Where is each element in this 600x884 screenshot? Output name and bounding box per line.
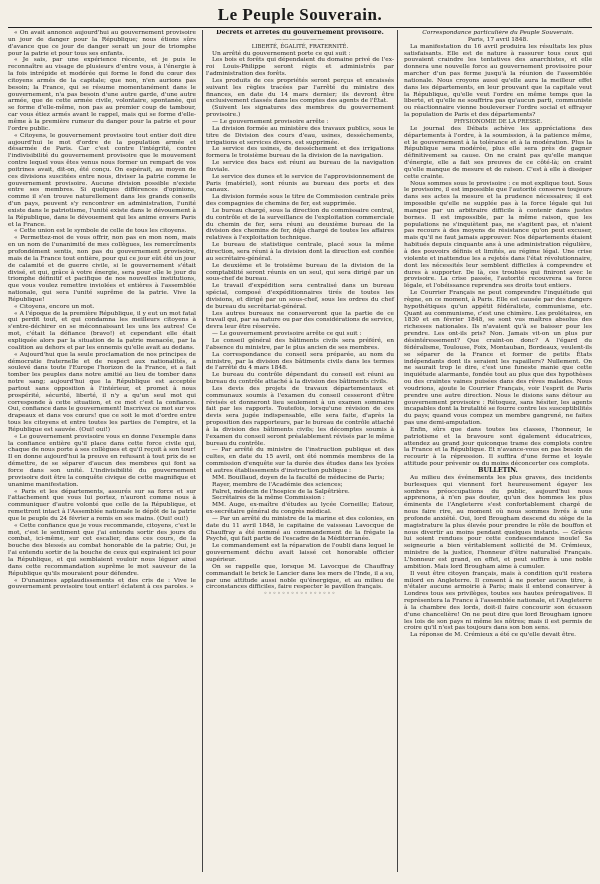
column-right [404, 30, 592, 872]
paragraph: Le service des bacs est réuni au bureau de la navigation fluviale. [206, 160, 394, 173]
paragraph: Le Courrier Français ne peut comprendre l'inquiétude qui règne, en ce moment, à Paris. Elle est causée par des dangers hypothétiques qu'un appétit fédéraliste, communisme, etc. Quant au communisme, c'est une chimère. Les prolétaires, en 1830 et en février 1848, se sont vus maîtres absolus des richesses nationales. Ils n'avaient qu'à se baisser pour les prendre. Les ont-ils pris? Non. Jamais vit-on un plus pur désintéressement? Que craint-on donc? A l'égard du fédéralisme, Toulouse, Foix, Montauban, Bordeaux, veulent-ils se séparer de la France et former de petits États indépendants dont ils seraient les rapaillers? Nullement. On ne saurait trop le dire, c'est une funeste manie que cette inquiétude alarmante, fondée tout au plus que des hypothèses ou des craintes vaines puisées dans des rêves malades. Nous voudrions, ajoute le Courrier Français, voir l'esprit de Paris prendre une autre direction. Nous le disions sans détour au gouvernement provisoire : Rétoquez, sans hésiter, les agents incapables dont la brutalité se fourre contre les susceptibilités du pays; quand vous compez un membre gangrené, ne faites pas une demi-amputation. [404, 290, 592, 427]
paragraph: La division formée au ministère des travaux publics, sous le titre de Division des cours d'eau, usines, desséchements, irrigations et services divers, est supprimée. [206, 125, 394, 146]
paragraph: Un arrêté du gouvernement porte ce qui suit : [212, 50, 351, 57]
correspondence-label: Correspondance particulière du Peuple Souverain. [422, 30, 574, 36]
paragraph: Les produits de ces propriétés seront perçus et encaissés suivant les règles tracées par l'arrêté du ministre des finances, en date du 14 mars dernier; ils devront être exclusivement classés dans les comptes des agents de l'État. [206, 77, 394, 105]
paragraph: Enfin, sûrs que dans toutes les classes, l'honneur, le patriotisme et la bravoure sont également éducatrices, attendez au grand jour quiconque trame des complots contre la France et la République. Et n'avance-vous en pas besoin de recourir à la répression. Il suffira d'une ferme et loyale attitude pour prévenir ou du moins déconcerter ces complots. [404, 426, 592, 468]
column-left [8, 30, 196, 872]
column-middle [202, 30, 398, 872]
paragraph: MM. Auge, ex-maître d'études au lycée Corneille; Eatour, ex-secrétaire général du congrès médical. [206, 502, 394, 516]
paragraph: Le bureau de statistique centrale, placé sous la même direction, sera réuni à la division dont la direction est confiée au secrétaire-général. [206, 242, 394, 262]
bulletin-heading: BULLETIN. [478, 467, 518, 474]
paragraph: — Par arrêté du ministre de l'instruction publique et des cultes, en date du 15 avril, ont été nommés membres de la commission d'enquête sur la durée des études dans les lycées et autres établissements d'instruction publique : [206, 447, 394, 474]
motto: LIBERTÉ, ÉGALITÉ, FRATERNITÉ. [251, 43, 349, 50]
paragraph: Le deuxième et le troisième bureau de la division de la comptabilité seront réunis en un seul, qui sera dirigé par un sous-chef de bureau. [206, 262, 394, 283]
paragraph: — Le gouvernement provisoire arrête : [212, 118, 329, 125]
paragraph: (Suivent les signatures des membres du gouvernement provisoire.) [206, 105, 394, 119]
section-press: PHYSIONOMIE DE LA PRESSE. [453, 118, 543, 125]
dateline: Paris, 17 avril 1848. [467, 36, 529, 43]
paragraph: On se rappelle que, lorsque M. Lavocque de Chauffray commandait le brick le Lancier dans les mers de l'Inde, il a su, par une attitude aussi noble qu'énergique, et au milieu de circonstances difficiles, faire respecter le pavillon français. [206, 563, 394, 591]
paragraph: Le commandement est la réparation de l'oubli dans lequel le gouvernement déchu avait laissé cet honorable officier supérieur. [206, 543, 394, 563]
paragraph: « Aujourd'hui que la seule proclamation de nos principes de démocratie fraternelle et de respect aux nationalités, a soulevé dans toute l'Europe l'horizon de la France, et a fait tomber les peuples dans notre amitié au lieu de tomber dans notre sang; aujourd'hui que la République est acceptée partout sans opposition à l'intérieur, et promet à nous prospérité, sécurité, liberté, il n'y a qu'un seul mot qui corresponde à cette situation, et ce mot c'est la confiance. Oui, confiance dans le gouvernement! Inscrivez ce mot sur vos drapeaux et dans vos cœurs! que ce soit le mot d'ordre entre tous les citoyens et entre toutes les parties de l'empire, et la République est sauvée. (Oui! oui!) [8, 351, 196, 433]
paragraph: La division formée sous le titre de Commission centrale près des compagnies de chemins de fer, est supprimée. [206, 194, 394, 208]
masthead: Le Peuple Souverain. [217, 5, 383, 24]
paragraph: « Je sais, par une expérience récente, et je puis le reconnaître au visage de plusieurs d'entre vous, à l'énergie à la fois intrépide et modérée qui forme le fond du cœur des citoyens armés de la capitale; que non, n'en aurions pas besoin; la France, qui se résume momentanément dans le gouvernement, n'a pas besoin d'une autre garde, d'une autre armée, que de cette armée civile, volontaire, spontanée, qui se forme d'elle-même, non pas au premier coup de tambour, car vous étiez armés avant le rappel, mais qui se forme d'elle-même à la première rumeur du danger pour la patrie et pour l'ordre public. [8, 57, 196, 132]
paragraph: Le journal des Débats achève les appréciations des départements à l'ordre, à la soumission, à la patience même, et le gouvernement à la tolérance et à la modération. Plus la République sera modérée, plus elle sera près de gagner définitivement sa cause. On ne craint pas qu'elle manque d'énergie, elle a fait ses preuves de ce côté-là; on craint qu'elle manque de mesure et de raison. C'est à elle à dissiper cette crainte. [404, 125, 592, 180]
paragraph: — Le gouvernement provisoire arrête ce qui suit : [212, 331, 362, 338]
paragraph: « Cette union est le symbole de celle de tous les citoyens. [14, 228, 187, 235]
paragraph: Nous sommes sous le provisoire : ce mot explique tout. Sous le provisoire, il est impossible que l'autorité conserve toujours dans ses actes la mesure et la prudence nécessaires; il est impossible qu'elle ne supplée pas à la force légale qui lui manque par un arbitraire difficile à contenir dans justes bornes. Il est impossible, par la même raison, que les populations ne s'inquiètent pas, ne s'agitent pas, et n'aient pas recours à des moyens de résistance qu'on peut excuser, mais qu'il ne faut jamais approuver. Nos départements étaient habitués depuis cinquante ans à une administration régulière, à des pouvoirs définis et limités, au régime légal. Une crise violente et inattendue les a rejetés dans l'état révolutionnaire, dont les nécessités leur semblent difficiles à comprendre et dures à supporter. De là, ces troubles qui finiront avec le provisoire. La crise passée, l'autorité recouvrera sa force légale, et l'obéissance reprendra ses droits tout entiers. [404, 180, 592, 290]
decrees-headline: Décrets et arrêtés du gouvernement provisoire. [216, 30, 384, 36]
paragraph: Les devis des projets de travaux départementaux et communaux soumis à l'examen du conseil cesseront d'être révisés et donneront lieu seulement à un examen sommaire fait par les rapports. Toutefois, lorsqu'une révision de ces devis sera jugée indispensable, elle sera faite, d'après la proposition des rapporteurs, par le bureau de contrôle attaché à la division des bâtiments civils; les décomptes soumis à l'examen du conseil seront préalablement révisés par le même bureau du contrôle. [206, 385, 394, 447]
paragraph: Le service des dunes et le service de l'approvisionnement de Paris (matériel), sont réunis au bureau des ports et des canaux. [206, 173, 394, 194]
paragraph: MM. Bouillaud, doyen de la faculté de médecine de Paris; [212, 474, 385, 481]
paragraph: La manifestation du 16 avril produira les résultats les plus satisfaisants. Elle est de nature à rassurer tous ceux qui pouvaient craindre les tentatives des anarchistes, et elle donnera une nouvelle force au gouvernement provisoire pour marcher d'un pas ferme jusqu'à la réunion de l'assemblée nationale. Nous croyons aussi qu'elle aura la meilleur effet dans les départements, en leur prouvant que la capitale veut la République, qu'elle veut l'ordre en même temps que la liberté, et qu'elle ne souffrira pas qu'aucun parti, communiste ou réactionnaire vienne bouleverser l'ordre social et effrayer la population de Paris et des départements? [404, 43, 592, 119]
ornament-bottom: ◦◦◦◦◦◦◦◦◦◦◦◦◦◦◦◦ [263, 590, 337, 598]
paragraph: Rayer, membre de l'Académie des sciences; [212, 481, 343, 488]
paragraph: « A l'époque de la première République, il y eut un mot fatal qui perdit tout, et qui condamna les meilleurs citoyens à s'entre-déchirer en se méconnaissant les uns les autres! Ce mot, c'était la défiance (bravo!) et cependant elle était expliquée alors par la situation de la patrie menacée, par la coalition au dehors et par les ennemis qu'elle avait au dedans. [8, 310, 196, 351]
paragraph: Les autres bureaux ne conserveront que la partie de ce travail qui, par sa nature ou par des considérations de service, devra leur être réservée. [206, 310, 394, 331]
paragraph: Le bureau chargé, sous la direction du commissaire central, du contrôle et de la surveillance de l'exploitation commerciale du chemin de fer, sera réuni au deuxième bureau de la division des chemins de fer, déjà chargé de toutes les affaires relatives à l'exploitation technique. [206, 207, 394, 242]
paragraph: Il veut être citoyen français, mais à condition qu'il restera milord en Angleterre. Il consent à ne porter aucun titre, à n'étaler aucune armoirie à Paris; mais il entend conserver à Londres tous ses privilèges, toutes ses hautes prérogatives. Il représentera la France à l'assemblée nationale, et l'Angleterre à la chambre des lords, doit-il faire concourir son écusson d'une chancelière! On ne peut dire que lord Brougham ignore les lois de son pays ni même les nôtres; mais il est permis de croire qu'il n'est pas toujours dans son bon sens. [404, 570, 592, 632]
paragraph: « On avait annoncé aujourd'hui au gouvernement provisoire un jour de danger pour la République; nous étions sûrs d'avance que ce jour de danger serait un jour de triomphe pour la patrie et pour tous ses enfants. [8, 30, 196, 57]
paragraph: Falret, médecin de l'hospice de la Salpêtrière. [212, 488, 350, 495]
paragraph: « Citoyens, encore un mot. [14, 303, 95, 310]
masthead-rule [8, 27, 592, 28]
paragraph: Les bois et forêts qui dépendaient du domaine privé de l'ex-roi Louis-Philippe seront régis et administrés par l'administration des forêts. [206, 57, 394, 78]
paragraph: Le travail d'expédition sera centralisé dans un bureau spécial, composé d'expéditionnaires tirés de toutes les divisions, et dirigé par un sous-chef, sous les ordres du chef de bureau du secrétariat-général. [206, 283, 394, 310]
ornament: ――――――― [275, 35, 325, 43]
paragraph: « D'unanimes applaudissements et des cris de : Vive le gouvernement provisoire tout entier! éclatent à ces paroles. » [8, 577, 196, 591]
paragraph: Secrétaires de la même Commission : [212, 495, 325, 502]
paragraph: Le bureau du contrôle dépendant du conseil est réuni au bureau du contrôle attaché à la division des bâtiments civils. [206, 372, 394, 386]
paragraph: Le service des usines, de desséchement et des irrigations formera le troisième bureau de la division de la navigation. [206, 146, 394, 160]
paragraph: Au milieu des événements les plus graves, des incidents burlesques qui viennent fort heureusement égayer les sombres préoccupations du public, aujourd'hui nous apprenons, à n'en pas douter, qu'un des hommes les plus éminents de l'Angleterre s'est confortablement chargé de nous faire rire, au moment où nous sommes livrés à une profonde anxiété. Oui, lord Brougham descend du siège de la magistrature la plus élevée pour prendre le rôle de bouffon et nous divertir au moins pendant quelques instants. — Grâces lui soient rendues pour cette condescendance inouïe! Sa seigneurie a bien véritablement sollicité de M. Crémieux, ministre de la justice, l'honneur d'être naturalisé Français. L'honneur est grand, en effet, et peut suffire à une noble ambition. Mais lord Brougham aime à cumuler. [404, 474, 592, 570]
paragraph: — Par un arrêté du ministre de la marine et des colonies, en date du 11 avril 1848, le capitaine de vaisseau Lavocque de Chauffray a été nommé au commandement de la frégate la Psyché, qui fait partie de l'escadre de la Méditerranée. [206, 515, 394, 543]
columns [8, 30, 592, 872]
paragraph: « Citoyens, le gouvernement provisoire tout entier doit dire aujourd'hui le mot d'ordre de la population armée et désarmée de Paris. Car c'est contre l'intégrité, contre l'indivisibilité du gouvernement provisoire que le mouvement contre lequel vous êtes venus nous former un rempart de vos poitrines avait, dit-on, été conçu. On espérait, au moyen de ces divisions suscitées entre nous, diviser la patrie comme le gouvernement provisoire. Aucune division possible n'existe entre ses membres. Si quelques différences d'opinions, comme il s'en trouve naturellement dans les grands conseils d'un pays, peuvent s'y rencontrer en administration, l'unité existe dans le patriotisme, l'unité existe dans le dévouement à la République, dans le dévouement qui les anime envers Paris et la France. [8, 132, 196, 228]
paragraph: « Permettez-moi de vous offrir, non pas en mon nom, mais en un nom de l'unanimité de mes collègues, les remercîments profondément sentis, non pas du gouvernement provisoire, mais de la France tout entière, pour qui ce jour eût été un jour de calamité et de guerre civile, si le gouvernement s'était divisé, et qui, grâce à votre énergie, sera pour elle le jour du triomphe définitif et pacifique de nos nouvelles institutions, que vous voulez remettre inviolées et entières à l'assemblée nationale, qui sera l'unité suprême de la patrie. Vive la République! [8, 235, 196, 303]
paragraph: « Le gouvernement provisoire vous en donne l'exemple dans la confiance entière qu'il place dans cette force civile qui, chaque de nous porte à ses collègues et qu'il reçoit à son tour! Il en donne aujourd'hui la preuve en refusant à tout prix de se démettre, de se séparer d'aucun des membres qui font sa force dans son unité. L'indivisibilité du gouvernement provisoire doit être la conquête civique de cette magnifique et unanime manifestation. [8, 433, 196, 488]
paragraph: La réponse de M. Crémieux a été ce qu'elle devait être. [410, 632, 577, 639]
paragraph: La correspondance du conseil sera préparée, au nom du ministre, par la division des bâtiments civils dans les termes de l'arrêté du 4 mars 1848. [206, 351, 394, 372]
paragraph: « Paris et les départements, assurés sur sa force et sur l'attachement que vous lui portez, n'auront comme nous à communiquer d'autre volonté que celle de la République, et remettront intact à l'Assemblée nationale le dépôt de la patrie que le peuple du 24 février a remis en ses mains. (Oui! oui!) [8, 488, 196, 522]
paragraph: « Cette confiance que je vous recommande, citoyens, c'est le mot, c'est le sentiment que j'ai entendu sortir des jours du combat, ici-même, sur cet escalier, dans ces cours, de la bouche des blessés au combat honorable de la patrie; Oui, je l'ai entendu sortir de la bouche de ceux qui expiraient ici pour la République, et qui semblaient vouloir nous léguer ainsi dans cette recommandation suprême le mot sauveur de la République qu'ils mouraient pour défendre. [8, 522, 196, 577]
paragraph: Le conseil général des bâtiments civils sera préféré, en l'absence du ministre, par le plus ancien de ses membres. [206, 337, 394, 351]
